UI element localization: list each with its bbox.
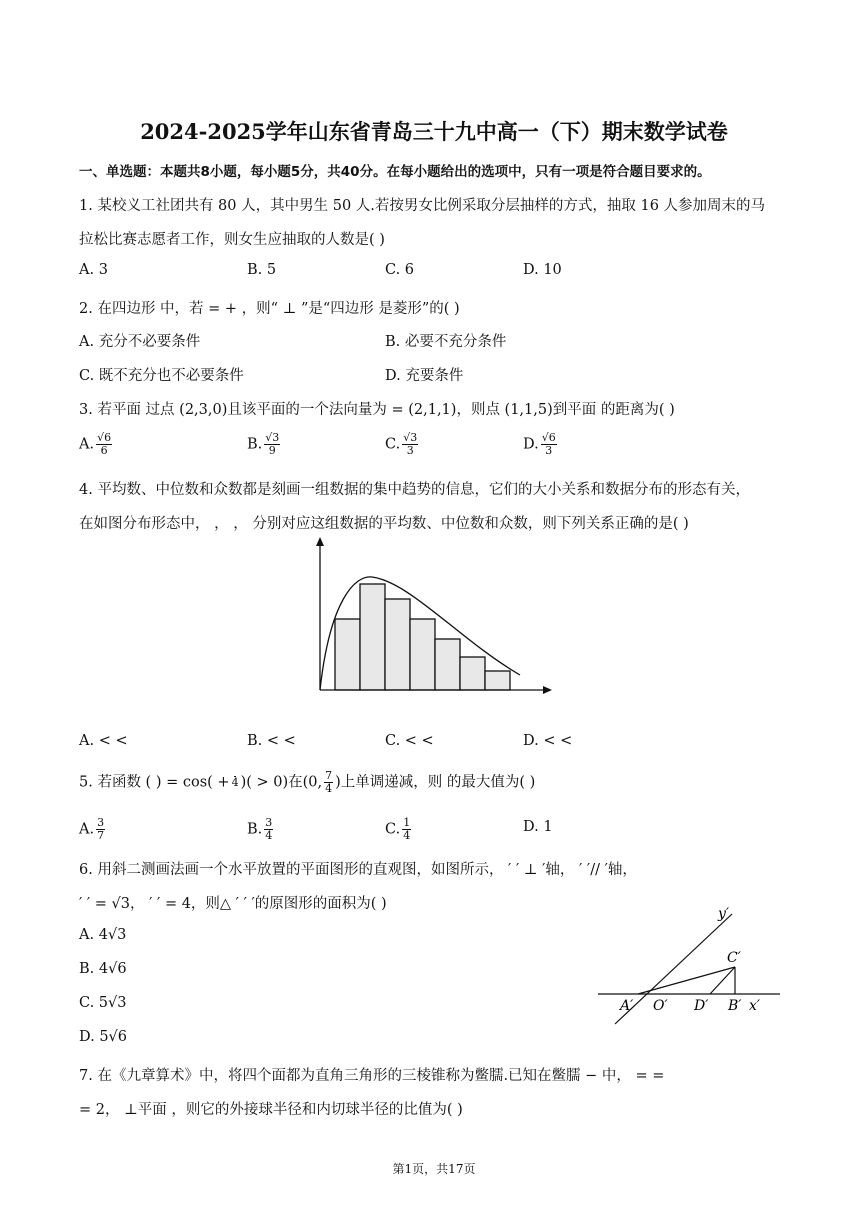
denominator: 4 xyxy=(403,829,411,842)
x-axis-arrow-icon xyxy=(543,686,552,694)
question-5-text-a: 5. 若函数 ( ) = cos( + xyxy=(79,774,230,791)
page-footer: 第1页，共17页 xyxy=(392,1162,476,1176)
denominator: 3 xyxy=(545,444,553,457)
numerator: √3 xyxy=(403,431,418,444)
option-label: B. xyxy=(247,821,263,838)
question-6-line-2: ′ ′ = √3， ′ ′ = 4，则△ ′ ′ ′的原图形的面积为( ) xyxy=(79,896,387,912)
numerator: 3 xyxy=(265,816,273,829)
question-5-text-c: )上单调递减，则 的最大值为( ) xyxy=(335,774,536,791)
question-5-line-1 xyxy=(79,770,535,795)
question-1-option-b: B. 5 xyxy=(247,262,277,278)
question-1-option-c: C. 6 xyxy=(385,262,415,278)
numerator: 7 xyxy=(325,769,333,782)
label-x-prime: x′ xyxy=(749,998,761,1014)
numerator: √6 xyxy=(97,431,112,444)
page-title: 2024-2025学年山东省青岛三十九中高一（下）期末数学试卷 xyxy=(140,119,728,144)
question-2-line-1: 2. 在四边形 中，若 = + ，则“ ⊥ ”是“四边形 是菱形”的( ) xyxy=(79,301,460,317)
fraction xyxy=(264,432,280,457)
question-2-option-a: A. 充分不必要条件 xyxy=(79,334,201,350)
numerator: 3 xyxy=(97,816,105,829)
histogram-bar xyxy=(410,619,435,690)
fraction xyxy=(324,770,333,795)
question-7-line-2: = 2， ⊥平面 ，则它的外接球半径和内切球半径的比值为( ) xyxy=(79,1102,463,1118)
option-label: A. xyxy=(79,436,95,453)
option-label: D. xyxy=(523,436,539,453)
question-3-line-1: 3. 若平面 过点 (2,3,0)且该平面的一个法向量为 = (2,1,1)，则点 (1,1,5)到平面 的距离为( ) xyxy=(79,402,675,418)
histogram-bar xyxy=(360,584,385,690)
histogram-bar xyxy=(485,671,510,690)
denominator: 4 xyxy=(325,782,333,795)
question-6-option-d: D. 5√6 xyxy=(79,1029,128,1045)
question-4-option-d: D. < < xyxy=(523,733,573,749)
question-4-option-c: C. < < xyxy=(385,733,434,749)
question-1-option-d: D. 10 xyxy=(523,262,562,278)
fraction xyxy=(264,817,273,842)
denominator: 6 xyxy=(100,444,108,457)
question-4-option-a: A. < < xyxy=(79,733,128,749)
numerator: √6 xyxy=(541,431,556,444)
question-4-line-2: 在如图分布形态中， ， ， 分别对应这组数据的平均数、中位数和众数，则下列关系正确的是( ) xyxy=(79,516,689,532)
fraction xyxy=(402,432,418,457)
section-heading: 一、单选题：本题共8小题，每小题5分，共40分。在每小题给出的选项中，只有一项是符合题目要求的。 xyxy=(79,164,711,180)
label-a-prime: A′ xyxy=(620,998,634,1014)
question-4-option-b: B. < < xyxy=(247,733,296,749)
question-5-option-d: D. 1 xyxy=(523,819,553,835)
label-y-prime: y′ xyxy=(718,906,730,922)
option-label: A. xyxy=(79,821,95,838)
fraction xyxy=(96,432,112,457)
question-7-line-1: 7. 在《九章算术》中，将四个面都为直角三角形的三棱锥称为鳖臑.已知在鳖臑 − 中， = = xyxy=(79,1068,665,1084)
question-1-option-a: A. 3 xyxy=(79,262,108,278)
fraction xyxy=(402,817,411,842)
question-6-option-c: C. 5√3 xyxy=(79,995,127,1011)
question-3-option-a xyxy=(79,432,114,457)
label-b-prime: B′ xyxy=(728,998,742,1014)
histogram-bars xyxy=(335,584,510,690)
denominator: 4 xyxy=(265,829,273,842)
option-label: B. xyxy=(247,436,263,453)
histogram-bar xyxy=(435,639,460,690)
question-3-option-b xyxy=(247,432,282,457)
numerator: 1 xyxy=(403,816,411,829)
question-1-line-1: 1. 某校义工社团共有 80 人，其中男生 50 人.若按男女比例采取分层抽样的方式，抽取 16 人参加周末的马 xyxy=(79,198,766,214)
question-6-option-b: B. 4√6 xyxy=(79,961,127,977)
denominator: 7 xyxy=(97,829,105,842)
label-d-prime: D′ xyxy=(694,998,709,1014)
label-o-prime: O′ xyxy=(653,998,668,1014)
segment-a-c xyxy=(638,967,735,994)
question-5-option-b xyxy=(247,817,275,842)
question-2-option-b: B. 必要不充分条件 xyxy=(385,334,507,350)
question-2-option-c: C. 既不充分也不必要条件 xyxy=(79,368,244,384)
option-label: C. xyxy=(385,821,401,838)
question-3-option-d xyxy=(523,432,559,457)
option-label: C. xyxy=(385,436,401,453)
denominator: 9 xyxy=(268,444,276,457)
denominator: 3 xyxy=(406,444,414,457)
numerator: √3 xyxy=(265,431,280,444)
question-6-line-1: 6. 用斜二测画法画一个水平放置的平面图形的直观图，如图所示， ′ ′ ⊥ ′轴， ′ ′// ′轴， xyxy=(79,862,637,878)
question-3-option-c xyxy=(385,432,420,457)
question-2-option-d: D. 充要条件 xyxy=(385,368,464,384)
denominator: 4 xyxy=(231,776,239,789)
histogram-bar xyxy=(335,619,360,690)
fraction xyxy=(232,776,239,789)
question-5-option-a xyxy=(79,817,107,842)
fraction xyxy=(96,817,105,842)
label-c-prime: C′ xyxy=(727,950,741,966)
oblique-drawing-figure xyxy=(590,900,790,1025)
question-5-option-c xyxy=(385,817,413,842)
distribution-histogram-figure xyxy=(300,530,560,700)
histogram-bar xyxy=(385,599,410,690)
question-6-option-a: A. 4√3 xyxy=(79,927,127,943)
fraction xyxy=(541,432,557,457)
question-4-line-1: 4. 平均数、中位数和众数都是刻画一组数据的集中趋势的信息，它们的大小关系和数据分布的形态有关， xyxy=(79,482,750,498)
question-5-text-b: )( > 0)在(0, xyxy=(240,774,323,791)
question-1-line-2: 拉松比赛志愿者工作，则女生应抽取的人数是( ) xyxy=(79,232,385,248)
y-axis-arrow-icon xyxy=(316,537,324,546)
histogram-bar xyxy=(460,657,485,690)
